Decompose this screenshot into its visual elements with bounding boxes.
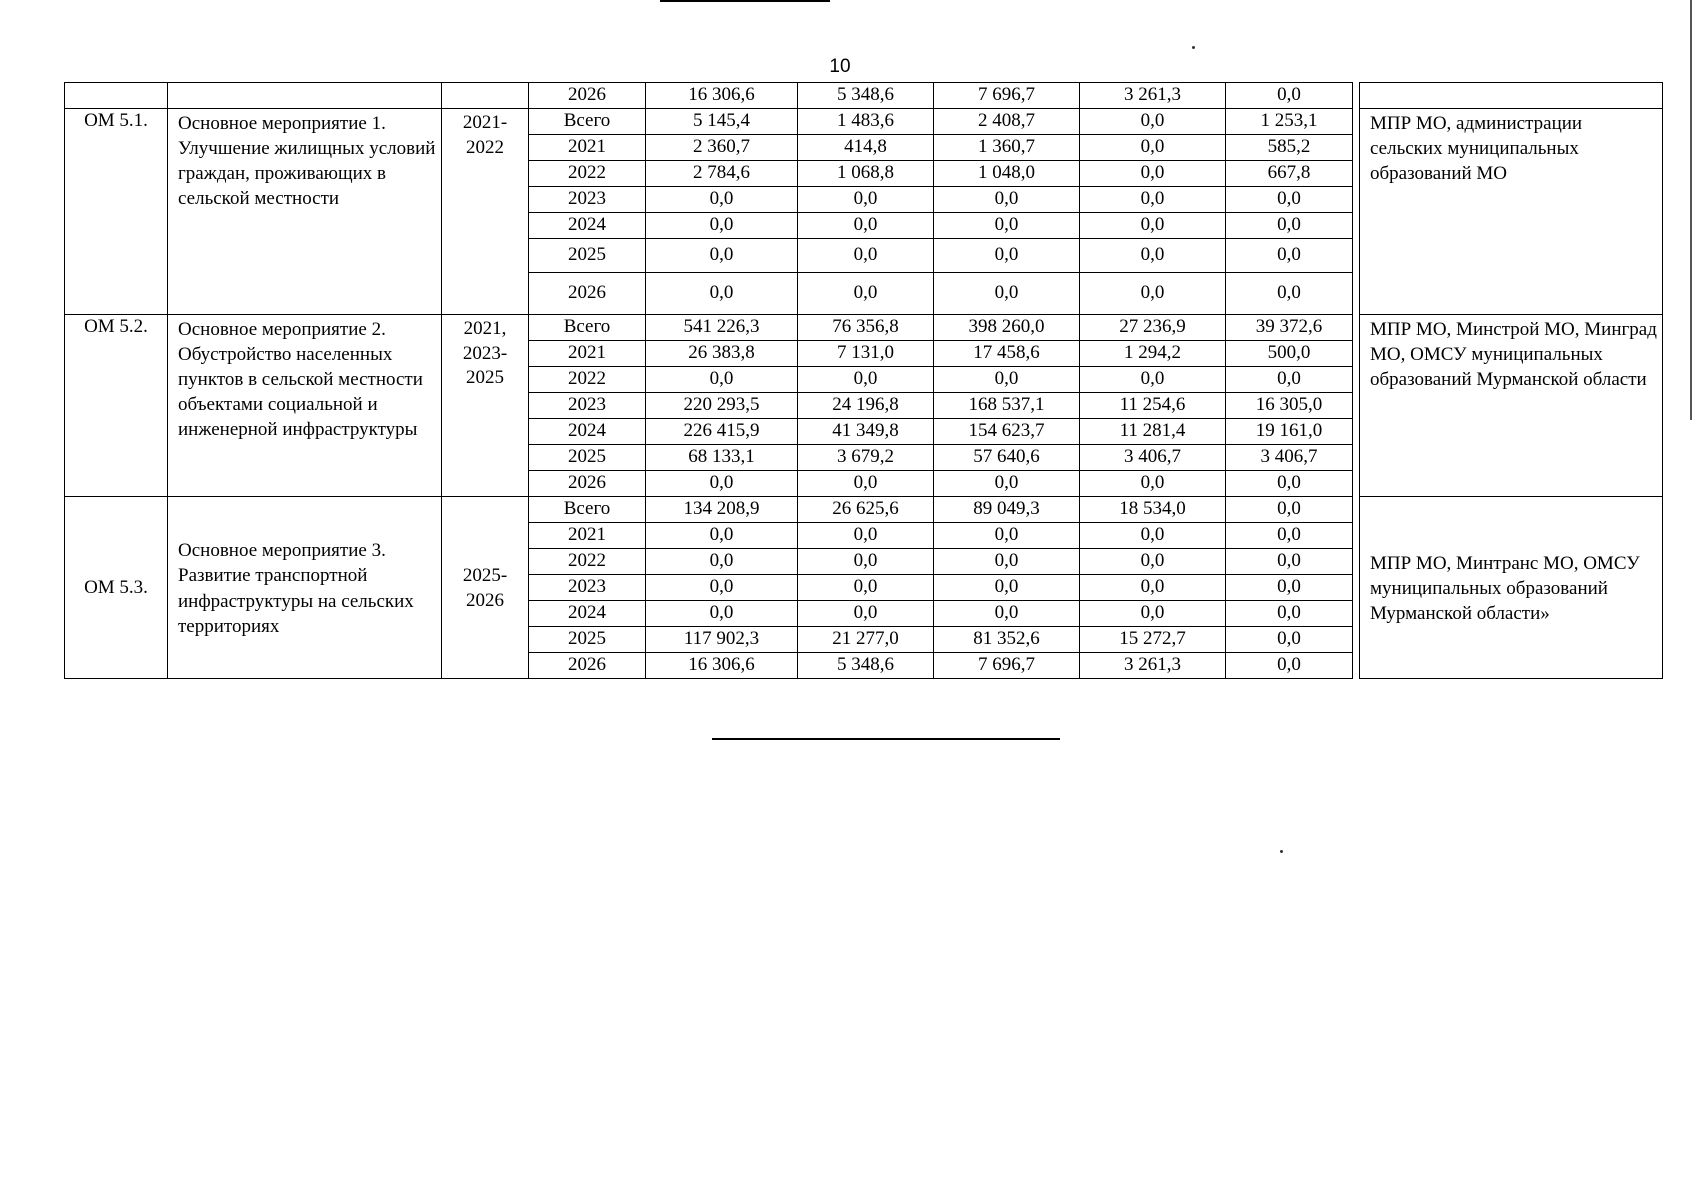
value-cell: 57 640,6: [934, 445, 1080, 471]
value-cell: 16 306,6: [646, 653, 798, 679]
value-cell: 17 458,6: [934, 341, 1080, 367]
table-row: [65, 497, 1663, 523]
value-cell: 0,0: [1226, 601, 1353, 627]
value-cell: 0,0: [1226, 187, 1353, 213]
value-cell: 168 537,1: [934, 393, 1080, 419]
value-cell: 1 048,0: [934, 161, 1080, 187]
value-cell: 0,0: [1080, 471, 1226, 497]
table-row: [65, 109, 1663, 135]
value-cell: 3 406,7: [1226, 445, 1353, 471]
value-cell: 2 360,7: [646, 135, 798, 161]
year-cell: 2023: [529, 575, 646, 601]
year-cell: 2026: [529, 653, 646, 679]
value-cell: 0,0: [1080, 109, 1226, 135]
responsible-cell: [1360, 83, 1663, 109]
year-cell: Всего: [529, 315, 646, 341]
value-cell: 154 623,7: [934, 419, 1080, 445]
code-cell: [65, 83, 168, 109]
value-cell: 3 679,2: [798, 445, 934, 471]
value-cell: 0,0: [1080, 213, 1226, 239]
end-rule: [712, 738, 1060, 740]
value-cell: 5 348,6: [798, 83, 934, 109]
value-cell: 11 281,4: [1080, 419, 1226, 445]
value-cell: 24 196,8: [798, 393, 934, 419]
year-cell: 2024: [529, 213, 646, 239]
year-cell: 2021: [529, 135, 646, 161]
value-cell: 0,0: [1080, 273, 1226, 315]
value-cell: 0,0: [1080, 575, 1226, 601]
value-cell: 585,2: [1226, 135, 1353, 161]
value-cell: 68 133,1: [646, 445, 798, 471]
value-cell: 0,0: [646, 273, 798, 315]
value-cell: 414,8: [798, 135, 934, 161]
value-cell: 7 696,7: [934, 83, 1080, 109]
value-cell: 7 696,7: [934, 653, 1080, 679]
year-cell: 2025: [529, 445, 646, 471]
year-cell: 2026: [529, 273, 646, 315]
year-cell: 2026: [529, 471, 646, 497]
value-cell: 1 068,8: [798, 161, 934, 187]
value-cell: 7 131,0: [798, 341, 934, 367]
measure-code: ОМ 5.1.: [65, 109, 168, 315]
value-cell: 26 625,6: [798, 497, 934, 523]
value-cell: 0,0: [646, 471, 798, 497]
year-cell: 2025: [529, 627, 646, 653]
value-cell: 0,0: [1226, 213, 1353, 239]
value-cell: 0,0: [934, 523, 1080, 549]
value-cell: 0,0: [1226, 653, 1353, 679]
measure-name: Основное мероприятие 1. Улучшение жилищных условий граждан, проживающих в сельской местности: [168, 109, 442, 315]
value-cell: 0,0: [1226, 523, 1353, 549]
value-cell: 0,0: [646, 187, 798, 213]
value-cell: 0,0: [646, 601, 798, 627]
value-cell: 0,0: [1226, 367, 1353, 393]
value-cell: 0,0: [1226, 497, 1353, 523]
table-row: [65, 315, 1663, 341]
year-cell: 2021: [529, 523, 646, 549]
value-cell: 81 352,6: [934, 627, 1080, 653]
value-cell: 117 902,3: [646, 627, 798, 653]
value-cell: 0,0: [646, 213, 798, 239]
name-cell: [168, 83, 442, 109]
value-cell: 0,0: [1226, 575, 1353, 601]
value-cell: 0,0: [934, 471, 1080, 497]
value-cell: 3 261,3: [1080, 653, 1226, 679]
value-cell: 0,0: [934, 273, 1080, 315]
column-gap: [1353, 315, 1360, 497]
year-cell: 2022: [529, 367, 646, 393]
value-cell: 0,0: [934, 549, 1080, 575]
measure-code: ОМ 5.3.: [65, 497, 168, 679]
value-cell: 0,0: [1080, 161, 1226, 187]
value-cell: 0,0: [1226, 83, 1353, 109]
value-cell: 0,0: [646, 549, 798, 575]
value-cell: 0,0: [1080, 135, 1226, 161]
year-cell: 2023: [529, 187, 646, 213]
value-cell: 2 408,7: [934, 109, 1080, 135]
value-cell: 16 305,0: [1226, 393, 1353, 419]
value-cell: 667,8: [1226, 161, 1353, 187]
year-cell: 2022: [529, 549, 646, 575]
responsible-executor: МПР МО, Минстрой МО, Минград МО, ОМСУ муниципальных образований Мурманской области: [1360, 315, 1663, 497]
value-cell: 41 349,8: [798, 419, 934, 445]
value-cell: 398 260,0: [934, 315, 1080, 341]
value-cell: 0,0: [1080, 523, 1226, 549]
page-edge: [1690, 0, 1692, 420]
value-cell: 0,0: [1226, 549, 1353, 575]
measure-term: 2021, 2023-2025: [442, 315, 529, 497]
funding-table: [64, 82, 1663, 679]
value-cell: 26 383,8: [646, 341, 798, 367]
measure-term: 2021-2022: [442, 109, 529, 315]
value-cell: 0,0: [934, 601, 1080, 627]
value-cell: 0,0: [1226, 627, 1353, 653]
value-cell: 0,0: [646, 523, 798, 549]
page-number: 10: [829, 56, 851, 77]
term-cell: [442, 83, 529, 109]
measure-name: Основное мероприятие 3. Развитие транспортной инфраструктуры на сельских территориях: [168, 497, 442, 679]
value-cell: 220 293,5: [646, 393, 798, 419]
measure-term: 2025-2026: [442, 497, 529, 679]
value-cell: 89 049,3: [934, 497, 1080, 523]
value-cell: 27 236,9: [1080, 315, 1226, 341]
value-cell: 0,0: [1226, 273, 1353, 315]
value-cell: 16 306,6: [646, 83, 798, 109]
responsible-executor: МПР МО, администрации сельских муниципальных образований МО: [1360, 109, 1663, 315]
value-cell: 3 406,7: [1080, 445, 1226, 471]
year-cell: 2021: [529, 341, 646, 367]
value-cell: 541 226,3: [646, 315, 798, 341]
value-cell: 0,0: [798, 239, 934, 273]
value-cell: 0,0: [798, 575, 934, 601]
value-cell: 0,0: [646, 575, 798, 601]
column-gap: [1353, 83, 1360, 109]
value-cell: 0,0: [798, 601, 934, 627]
value-cell: 3 261,3: [1080, 83, 1226, 109]
year-cell: 2026: [529, 83, 646, 109]
value-cell: 0,0: [1080, 367, 1226, 393]
value-cell: 0,0: [646, 239, 798, 273]
value-cell: 18 534,0: [1080, 497, 1226, 523]
table-row: [65, 83, 1663, 109]
value-cell: 0,0: [934, 367, 1080, 393]
value-cell: 19 161,0: [1226, 419, 1353, 445]
value-cell: 15 272,7: [1080, 627, 1226, 653]
value-cell: 2 784,6: [646, 161, 798, 187]
value-cell: 1 253,1: [1226, 109, 1353, 135]
year-cell: 2023: [529, 393, 646, 419]
measure-code: ОМ 5.2.: [65, 315, 168, 497]
scan-speck: [1280, 850, 1283, 853]
responsible-executor: МПР МО, Минтранс МО, ОМСУ муниципальных образований Мурманской области»: [1360, 497, 1663, 679]
year-cell: Всего: [529, 497, 646, 523]
value-cell: 0,0: [1226, 471, 1353, 497]
value-cell: 0,0: [798, 187, 934, 213]
value-cell: 0,0: [646, 367, 798, 393]
value-cell: 226 415,9: [646, 419, 798, 445]
value-cell: 0,0: [798, 523, 934, 549]
value-cell: 76 356,8: [798, 315, 934, 341]
value-cell: 21 277,0: [798, 627, 934, 653]
value-cell: 134 208,9: [646, 497, 798, 523]
value-cell: 0,0: [934, 575, 1080, 601]
value-cell: 0,0: [1080, 549, 1226, 575]
value-cell: 1 294,2: [1080, 341, 1226, 367]
value-cell: 5 145,4: [646, 109, 798, 135]
year-cell: Всего: [529, 109, 646, 135]
value-cell: 5 348,6: [798, 653, 934, 679]
year-cell: 2024: [529, 419, 646, 445]
year-cell: 2022: [529, 161, 646, 187]
value-cell: 0,0: [1080, 239, 1226, 273]
value-cell: 0,0: [934, 213, 1080, 239]
value-cell: 0,0: [1080, 601, 1226, 627]
column-gap: [1353, 109, 1360, 315]
value-cell: 0,0: [934, 187, 1080, 213]
year-cell: 2025: [529, 239, 646, 273]
value-cell: 0,0: [934, 239, 1080, 273]
value-cell: 500,0: [1226, 341, 1353, 367]
value-cell: 0,0: [798, 273, 934, 315]
value-cell: 0,0: [798, 471, 934, 497]
measure-name: Основное мероприятие 2. Обустройство населенных пунктов в сельской местности объектами социальной и инженерной инфраструктуры: [168, 315, 442, 497]
value-cell: 0,0: [798, 367, 934, 393]
value-cell: 1 483,6: [798, 109, 934, 135]
value-cell: 11 254,6: [1080, 393, 1226, 419]
value-cell: 0,0: [798, 549, 934, 575]
scan-speck: [1192, 46, 1195, 49]
value-cell: 0,0: [1080, 187, 1226, 213]
value-cell: 0,0: [798, 213, 934, 239]
top-rule: [660, 0, 830, 2]
year-cell: 2024: [529, 601, 646, 627]
value-cell: 0,0: [1226, 239, 1353, 273]
value-cell: 39 372,6: [1226, 315, 1353, 341]
value-cell: 1 360,7: [934, 135, 1080, 161]
column-gap: [1353, 497, 1360, 679]
